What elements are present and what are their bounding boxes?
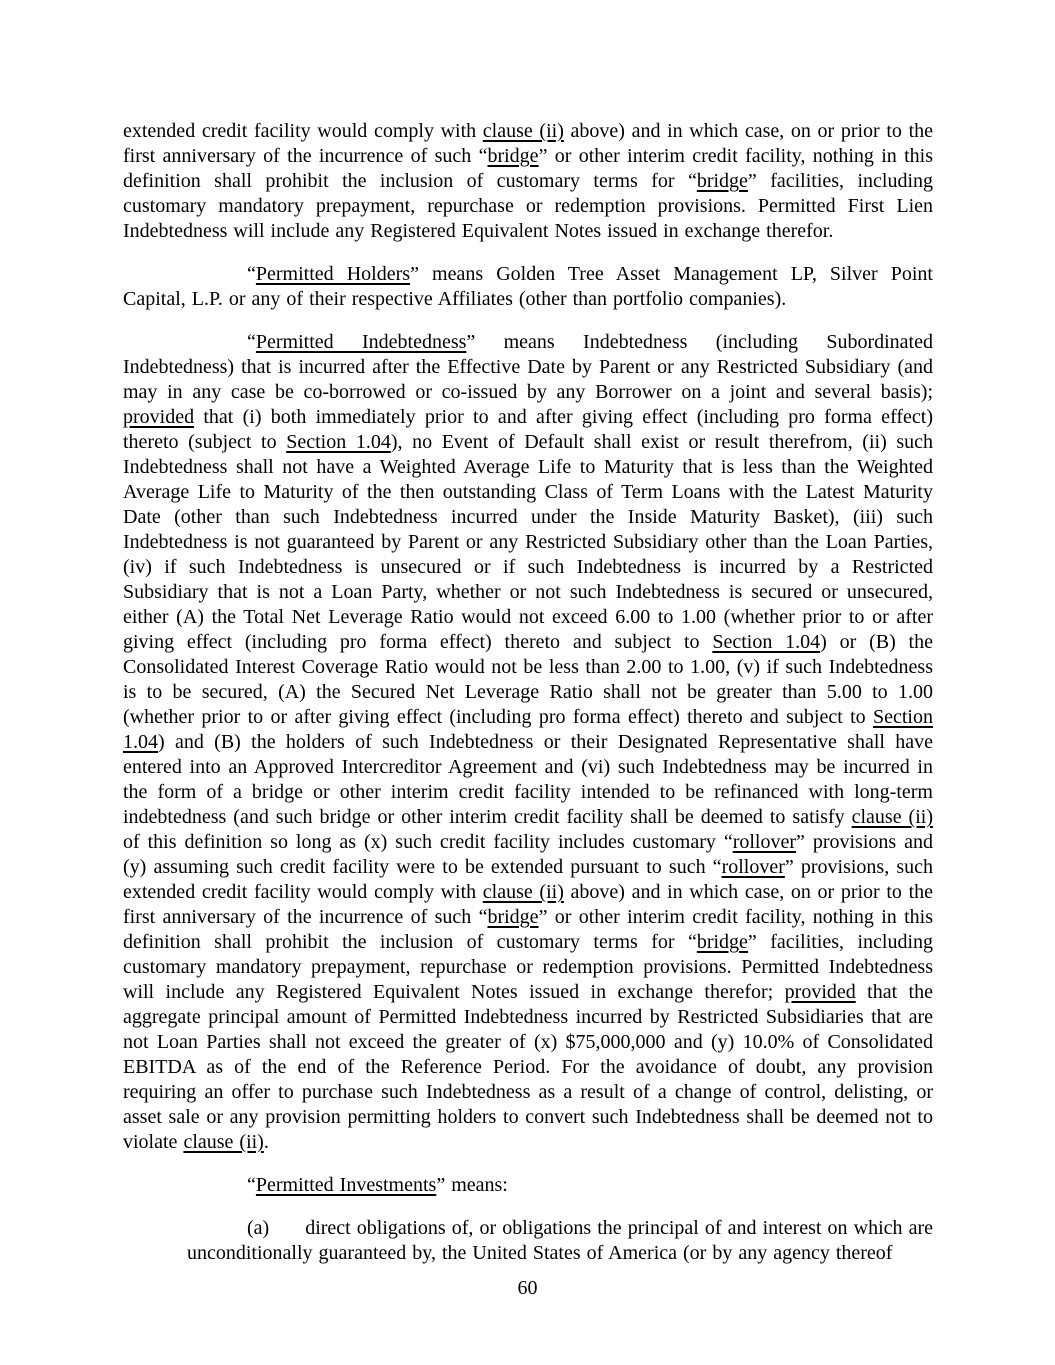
text-run: ” or other interim credit facility, nothing in this definition shall prohibit the inclusion of customary terms for “ [123,145,933,192]
underlined-term: bridge [487,906,539,928]
paragraph [123,330,933,1155]
underlined-term: Permitted Investments [255,1174,437,1196]
text-run: “ [247,263,256,285]
underlined-term: Permitted Holders [255,263,411,285]
text-run: ” provisions and (y) assuming such credit facility were to be extended pursuant to such “ [123,831,934,878]
text-run: . [263,1131,269,1153]
underlined-term: rollover [732,831,797,853]
underlined-term: rollover [721,856,785,878]
underlined-term: provided [784,981,856,1003]
underlined-term: bridge [696,931,748,953]
underlined-term: Permitted Indebtedness [255,331,467,353]
document-body [123,119,933,1266]
text-run: extended credit facility would comply with [123,120,483,142]
underlined-term: Section 1.04 [123,706,933,753]
underlined-term: Section 1.04 [712,631,821,653]
page-number: 60 [517,1277,538,1299]
text-run: ” or other interim credit facility, nothing in this definition shall prohibit the inclusion of customary terms for “ [123,906,933,953]
text-run: ” provisions, such extended credit facility would comply with [123,856,933,903]
text-run: above) and in which case, on or prior to the first anniversary of the incurrence of such “ [123,881,934,928]
underlined-term: bridge [696,170,748,192]
text-run: direct obligations of, or obligations the principal of and interest on which are unconditionally guaranteed by, the United States of America (or by any agency thereof [187,1217,933,1264]
underlined-term: clause (ii) [183,1131,264,1153]
text-run: ” facilities, including customary mandatory prepayment, repurchase or redemption provisions. Permitted First Lien Indebtedness will include any Registered Equivalent Notes issued in exchange therefor. [123,170,934,242]
underlined-term: clause (ii) [482,120,564,142]
text-run: (a) [247,1217,270,1239]
text-run: ” facilities, including customary mandatory prepayment, repurchase or redemption provisions. Permitted Indebtedness will include any Registered Equivalent Notes issued in exchange therefor; [123,931,934,1003]
text-run: that the aggregate principal amount of Permitted Indebtedness incurred by Restricted Subsidiaries that are not Loan Parties shall not exceed the greater of (x) $75,000,000 and (y) 10.0% of Consolidated EBITDA as of the end of the Reference Period. For the avoidance of doubt, any provision requiring an offer to purchase such Indebtedness as a result of a change of control, delisting, or asset sale or any provision permitting holders to convert such Indebtedness shall be deemed not to violate [123,981,933,1153]
underlined-term: provided [123,406,195,428]
text-run: “ [247,331,256,353]
text-run: ” means Golden Tree Asset Management LP, Silver Point Capital, L.P. or any of their respective Affiliates (other than portfolio companies). [123,263,933,310]
paragraph [187,1216,933,1266]
paragraph [123,119,933,244]
underlined-term: clause (ii) [851,806,933,828]
text-run: ” means Indebtedness (including Subordinated Indebtedness) that is incurred after the Effective Date by Parent or any Restricted Subsidiary (and may in any case be co-borrowed or co-issued by any Borrower on a joint and several basis); [123,331,933,403]
text-run: that (i) both immediately prior to and after giving effect (including pro forma effect) thereto (subject to [123,406,933,453]
underlined-term: bridge [487,145,539,167]
text-run: ” means: [436,1174,508,1196]
underlined-term: clause (ii) [482,881,564,903]
text-run: ), no Event of Default shall exist or result therefrom, (ii) such Indebtedness shall not have a Weighted Average Life to Maturity that is less than the Weighted Average Life to Maturity of the then outstanding Class of Term Loans with the Latest Maturity Date (other than such Indebtedness incurred under the Inside Maturity Basket), (iii) such Indebtedness is not guaranteed by Parent or any Restricted Subsidiary other than the Loan Parties, (iv) if such Indebtedness is unsecured or if such Indebtedness is incurred by a Restricted Subsidiary that is not a Loan Party, whether or not such Indebtedness is secured or unsecured, either (A) the Total Net Leverage Ratio would not exceed 6.00 to 1.00 (whether prior to or after giving effect (including pro forma effect) thereto and subject to [123,431,933,653]
text-run: ) or (B) the Consolidated Interest Coverage Ratio would not be less than 2.00 to 1.00, (v) if such Indebtedness is to be secured, (A) the Secured Net Leverage Ratio shall not be greater than 5.00 to 1.00 (whether prior to or after giving effect (including pro forma effect) thereto and subject to [123,631,933,728]
text-run: ) and (B) the holders of such Indebtedness or their Designated Representative shall have entered into an Approved Intercreditor Agreement and (vi) such Indebtedness may be incurred in the form of a bridge or other interim credit facility intended to be refinanced with long-term indebtedness (and such bridge or other interim credit facility shall be deemed to satisfy [123,731,933,828]
paragraph [123,1173,933,1198]
underlined-term: Section 1.04 [286,431,391,453]
text-run: above) and in which case, on or prior to the first anniversary of the incurrence of such “ [123,120,934,167]
text-run: of this definition so long as (x) such credit facility includes customary “ [123,831,733,853]
paragraph [123,262,933,312]
text-run: “ [247,1174,256,1196]
